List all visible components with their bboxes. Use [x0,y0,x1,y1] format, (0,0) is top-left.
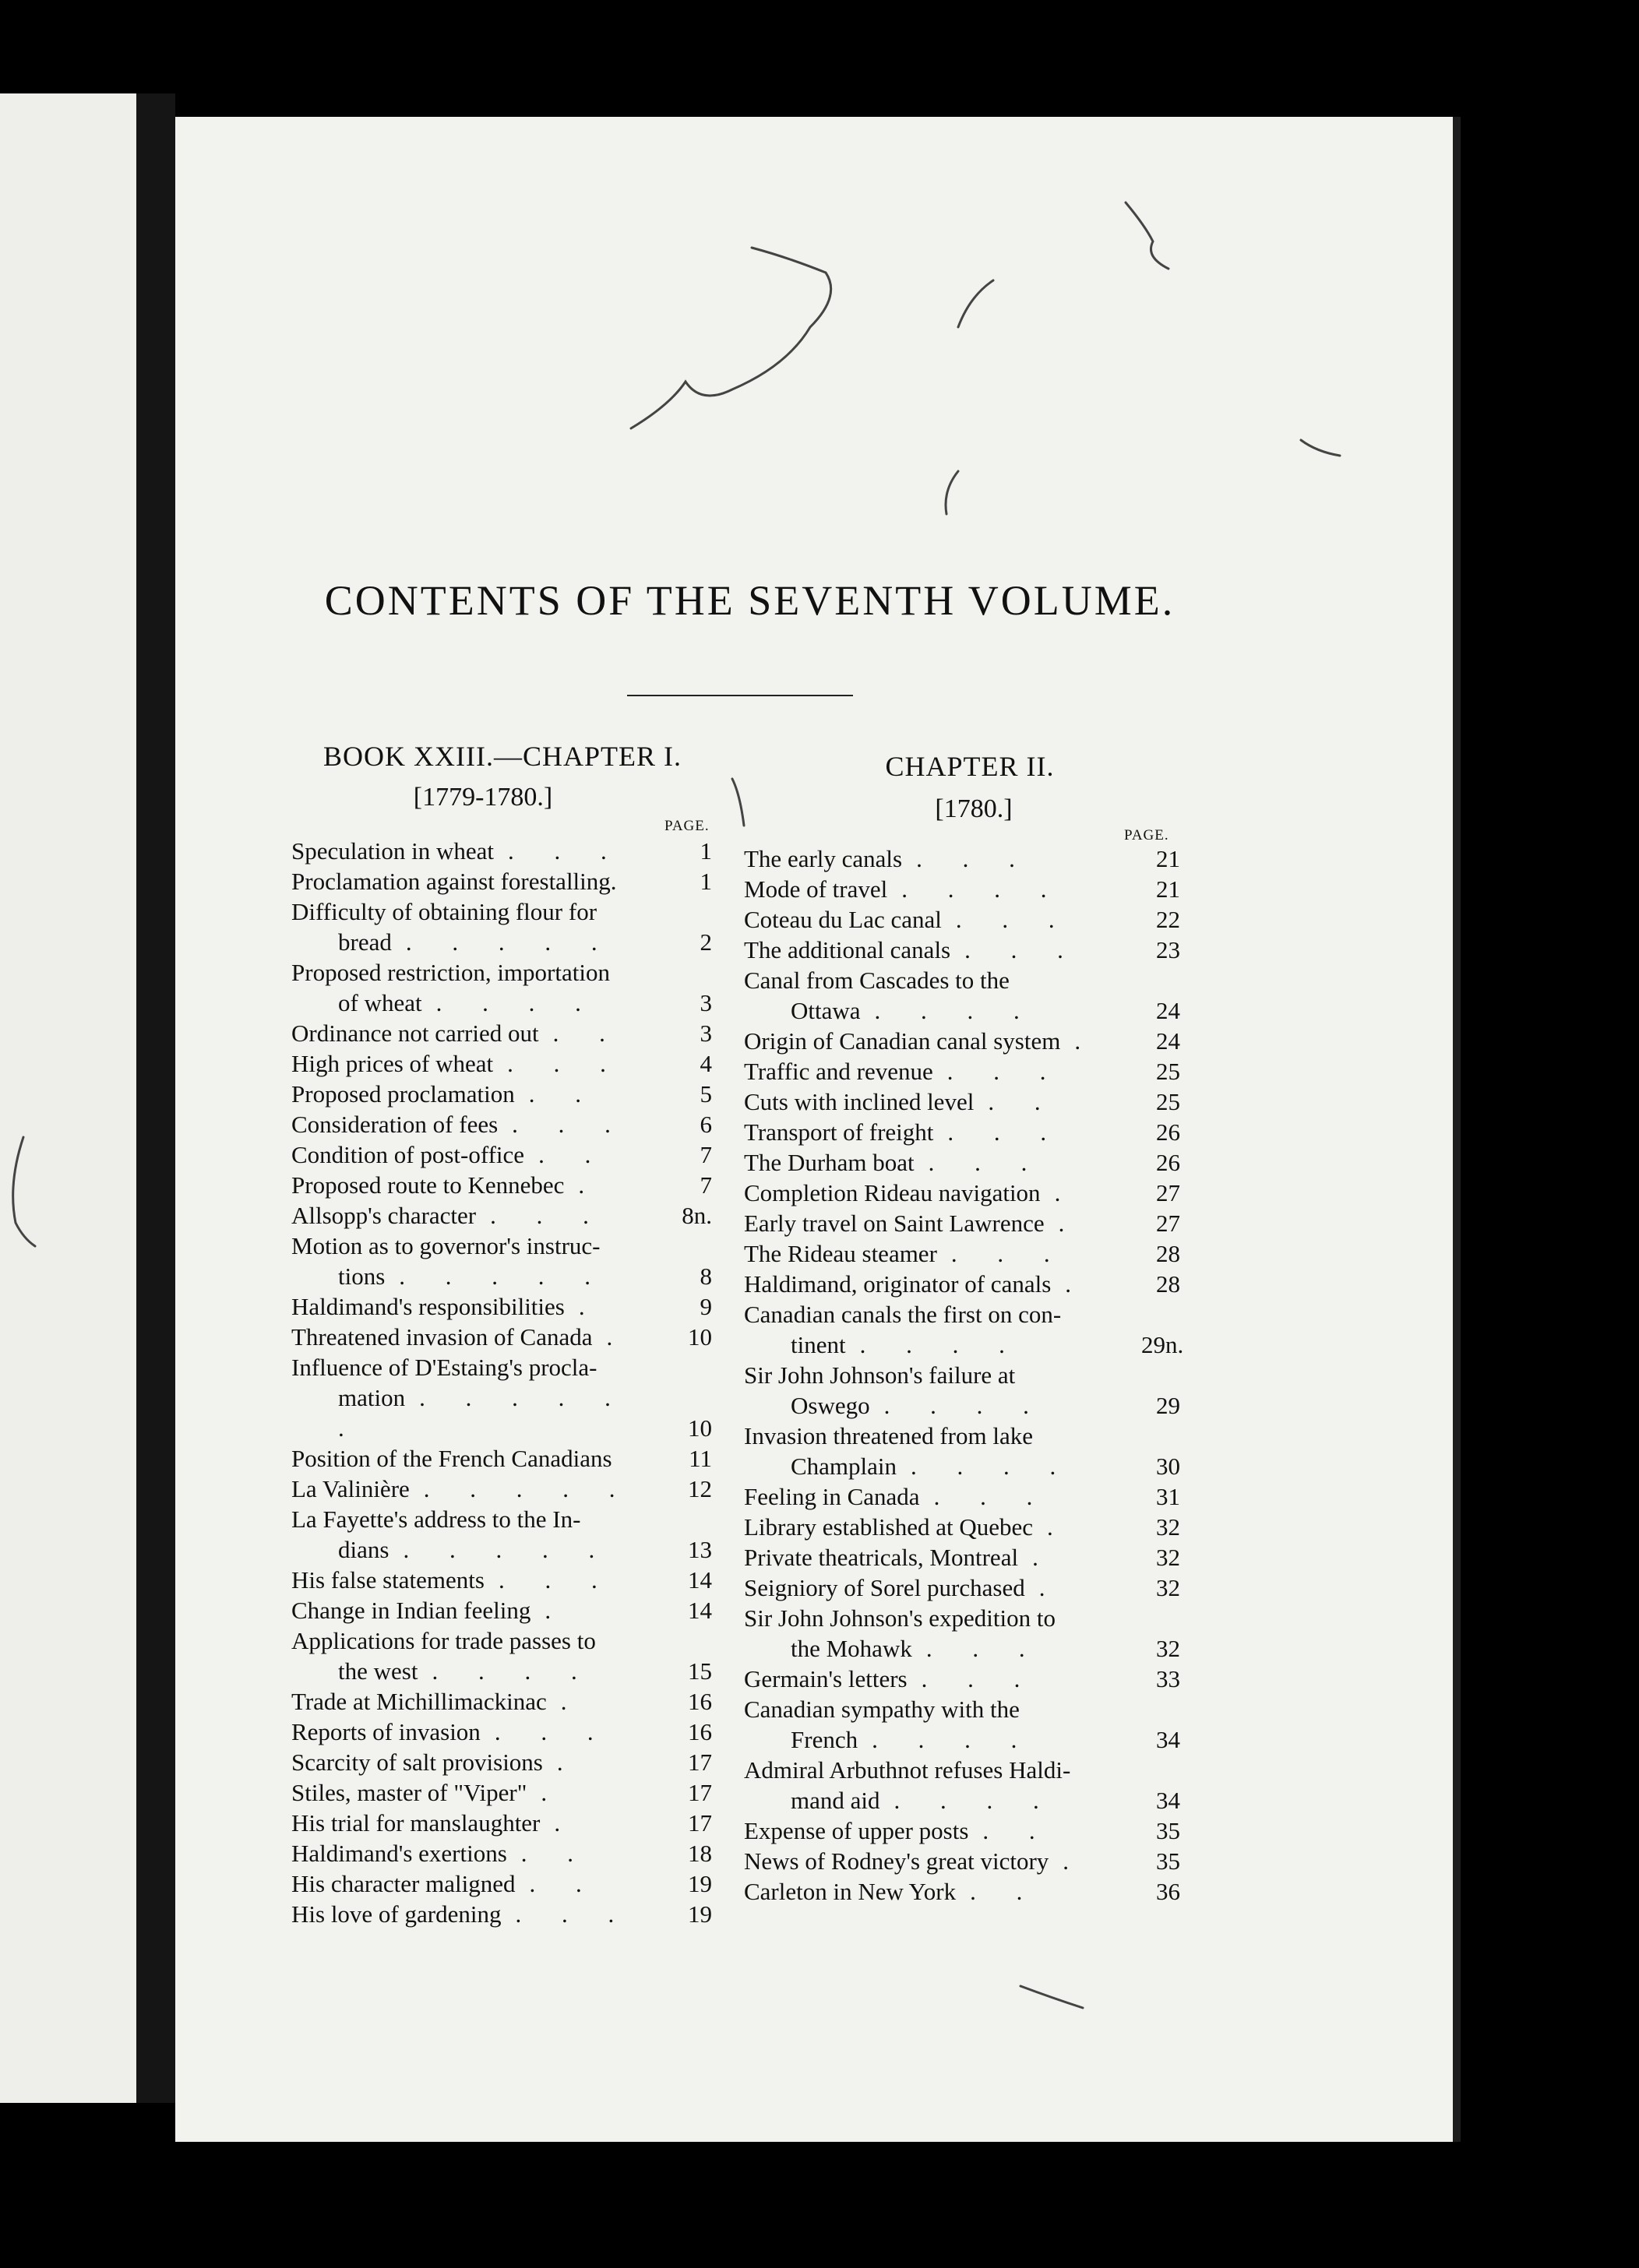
toc-entry [744,1815,1180,1846]
leader-dots: . . . . [911,1453,1073,1480]
toc-entry-title: His trial for manslaughter [291,1809,541,1837]
toc-entry [744,1664,1180,1694]
toc-page-number: 17 [688,1749,712,1776]
toc-entry-title: Expense of upper posts [744,1817,969,1844]
toc-page-number: 5 [700,1080,712,1108]
toc-page-number: 26 [1156,1118,1180,1146]
toc-entry-title: Coteau du Lac canal [744,906,942,933]
toc-entry-continuation: the Mohawk [791,1635,912,1662]
toc-entry-title: His love of gardening [291,1900,502,1928]
leader-dots: . . . . . [399,1263,608,1290]
toc-entry [744,1086,1180,1117]
toc-page-number: 28 [1156,1270,1180,1298]
leader-dots: . [578,1293,602,1320]
toc-entry [291,1686,712,1717]
leader-dots: . [1054,1179,1078,1206]
toc-entry-title: Traffic and revenue [744,1058,933,1085]
toc-entry-title: The Durham boat [744,1149,915,1176]
toc-entry [744,1238,1180,1269]
toc-entry [291,1018,712,1048]
leader-dots: . . . [916,845,1032,872]
leader-dots: . [560,1688,584,1715]
toc-page-number: 7 [700,1141,712,1168]
leader-dots: . . . [928,1149,1045,1176]
toc-entry-title: The Rideau steamer [744,1240,937,1267]
toc-entry-title: The early canals [744,845,903,872]
toc-page-number: 3 [700,1020,712,1047]
toc-entry-title: Applications for trade passes to [291,1627,596,1654]
fiber-mark-7 [1020,1986,1083,2008]
toc-entry [744,1178,1180,1208]
leader-dots: . [1047,1513,1070,1541]
toc-entry-title: Feeling in Canada [744,1483,920,1510]
toc-page-number: 19 [688,1870,712,1897]
toc-entry-continuation: mation [338,1384,406,1411]
leader-dots: . . . [964,936,1080,963]
toc-page-number: 24 [1156,1027,1180,1055]
toc-entry [291,1565,712,1595]
fiber-mark-1 [631,248,831,428]
toc-entry-title: Scarcity of salt provisions [291,1749,543,1776]
toc-entry-title: Germain's letters [744,1665,908,1692]
fiber-mark-6 [732,779,744,826]
toc-entry-title: Trade at Michillimackinac [291,1688,547,1715]
toc-page-number: 18 [688,1840,712,1867]
leader-dots: . [1074,1027,1098,1055]
toc-entry [291,1777,712,1808]
toc-entry [291,1717,712,1747]
toc-entry-title: Library established at Quebec [744,1513,1033,1541]
leader-dots: . . . [921,1665,1038,1692]
leader-dots: . . . [947,1118,1064,1146]
toc-entry-continuation: tinent [791,1331,846,1358]
toc-page-number: 24 [1156,997,1180,1024]
toc-page-number: 3 [700,989,712,1016]
toc-page-number: 16 [688,1718,712,1745]
toc-page-number: 21 [1156,845,1180,872]
left-chapter-dates: [1779-1780.] [413,783,553,812]
leader-dots: . . [988,1088,1058,1115]
leader-dots: . . . . . [403,1536,612,1563]
toc-page-number: 33 [1156,1665,1180,1692]
toc-page-number: 8n. [682,1202,712,1229]
toc-entry-title: Origin of Canadian canal system [744,1027,1061,1055]
toc-entry-title: Haldimand, originator of canals [744,1270,1052,1298]
toc-entry-title: La Fayette's address to the In- [291,1506,581,1533]
leader-dots: . . [970,1878,1040,1905]
toc-entry [291,1352,712,1443]
leader-dots: . . . . . [423,1475,633,1502]
toc-entry [291,1322,712,1352]
toc-entry-title: Position of the French Canadians [291,1445,612,1472]
toc-page-number: 25 [1156,1088,1180,1115]
toc-page-number: 19 [688,1900,712,1928]
toc-entry-continuation: of wheat [338,989,422,1016]
toc-page-number: 36 [1156,1878,1180,1905]
toc-entry-title: Canal from Cascades to the [744,967,1010,994]
toc-entry-title: Consideration of fees [291,1111,499,1138]
toc-entry [291,1200,712,1231]
toc-page-number: 13 [688,1536,712,1563]
toc-entry [744,1360,1180,1421]
right-toc [744,843,1184,1907]
toc-page-number: 32 [1156,1544,1180,1571]
toc-entry-continuation: Oswego [791,1392,870,1419]
toc-entry [291,1079,712,1109]
leader-dots: . . [528,1080,598,1108]
toc-entry-title: Completion Rideau navigation [744,1179,1041,1206]
toc-page-number: 29 [1156,1392,1180,1419]
leader-dots: . . . . [872,1726,1035,1753]
toc-page-number: 32 [1156,1513,1180,1541]
toc-entry [744,1208,1180,1238]
toc-page-number: 1 [700,868,712,895]
leader-dots: . . [520,1840,591,1867]
toc-entry [744,1117,1180,1147]
toc-page-number: 10 [688,1323,712,1351]
fiber-mark-4 [946,471,958,514]
leader-dots: . [541,1779,565,1806]
toc-entry-title: Reports of invasion [291,1718,481,1745]
toc-entry [291,1625,712,1686]
leader-dots: . . . . [901,875,1064,903]
toc-entry [744,1876,1180,1907]
toc-entry-title: Stiles, master of "Viper" [291,1779,527,1806]
toc-entry-title: Condition of post-office [291,1141,525,1168]
toc-entry-title: Haldimand's exertions [291,1840,507,1867]
toc-entry-title: Invasion threatened from lake [744,1422,1033,1449]
toc-entry [744,1056,1180,1086]
page-title: CONTENTS OF THE SEVENTH VOLUME. [324,577,1175,624]
leader-dots: . [554,1809,578,1837]
toc-page-number: 26 [1156,1149,1180,1176]
toc-page-number: 31 [1156,1483,1180,1510]
toc-page-number: 35 [1156,1817,1180,1844]
toc-page-number: 12 [688,1475,712,1502]
title-rule [627,695,853,696]
toc-page-number: 16 [688,1688,712,1715]
toc-entry [291,1048,712,1079]
toc-entry-title: Proposed restriction, importation [291,959,610,986]
leader-dots: . . . . [874,997,1037,1024]
toc-entry [291,1838,712,1868]
toc-entry-title: Canadian canals the first on con- [744,1301,1062,1328]
leader-dots: . . . . [435,989,598,1016]
toc-entry [744,935,1180,965]
toc-entry [744,843,1180,874]
leader-dots: . . . . [883,1392,1046,1419]
toc-page-number: 14 [688,1566,712,1594]
leader-dots: . [545,1597,569,1624]
leader-dots: . . . . [894,1787,1056,1814]
toc-entry-title: Sir John Johnson's expedition to [744,1604,1056,1632]
toc-page-number: 1 [700,837,712,865]
toc-entry-title: Sir John Johnson's failure at [744,1361,1016,1389]
leader-dots: . . . [946,1058,1063,1085]
toc-entry [744,1269,1180,1299]
leader-dots: . [1065,1270,1089,1298]
toc-page-number: 2 [700,928,712,956]
toc-entry [744,1694,1180,1755]
toc-entry [291,1899,712,1929]
toc-entry-continuation: Champlain [791,1453,897,1480]
toc-entry [744,904,1180,935]
toc-entry [291,1474,712,1504]
toc-entry-title: High prices of wheat [291,1050,494,1077]
fiber-mark-5 [1301,440,1340,456]
toc-entry-title: Carleton in New York [744,1878,957,1905]
leader-dots: . . [529,1870,599,1897]
toc-entry-title: Proclamation against forestalling. [291,868,617,895]
right-chapter-dates: [1780.] [935,794,1013,823]
toc-entry-title: His false statements [291,1566,485,1594]
toc-entry-title: News of Rodney's great victory [744,1847,1049,1875]
leader-dots: . . [538,1141,608,1168]
toc-page-number: 17 [688,1779,712,1806]
toc-page-number: 25 [1156,1058,1180,1085]
toc-entry-title: Proposed proclamation [291,1080,515,1108]
toc-entry [744,1481,1180,1512]
toc-entry [744,1755,1180,1815]
leader-dots: . . . [933,1483,1050,1510]
toc-entry-title: Haldimand's responsibilities [291,1293,565,1320]
toc-entry-continuation: the west [338,1657,418,1685]
toc-entry [291,1443,712,1474]
leader-dots: . . . . . [405,928,615,956]
fiber-mark-2 [958,280,993,327]
leader-dots: . . . . [432,1657,594,1685]
leader-dots: . . . [925,1635,1042,1662]
leader-dots: . . . [498,1566,615,1594]
toc-page-number: 14 [688,1597,712,1624]
toc-entry-title: Mode of travel [744,875,888,903]
toc-entry-continuation: mand aid [791,1787,880,1814]
toc-entry [744,1542,1180,1572]
toc-page-number: 32 [1156,1574,1180,1601]
leader-dots: . . . . [859,1331,1022,1358]
toc-page-number: 4 [700,1050,712,1077]
leader-dots: . . . [955,906,1072,933]
toc-entry-continuation: Ottawa [791,997,861,1024]
toc-page-number: 17 [688,1809,712,1837]
toc-entry [291,1170,712,1200]
toc-entry-title: Private theatricals, Montreal [744,1544,1019,1571]
leader-dots: . . . [515,1900,632,1928]
toc-page-number: 23 [1156,936,1180,963]
leader-dots: . [1063,1847,1087,1875]
toc-entry-continuation: dians [338,1536,389,1563]
toc-entry [291,1595,712,1625]
leader-dots: . . . [494,1718,611,1745]
toc-entry-title: Canadian sympathy with the [744,1696,1020,1723]
fiber-mark-8 [13,1137,35,1246]
right-page-label: PAGE. [1124,827,1169,843]
toc-entry-continuation: French [791,1726,858,1753]
toc-page-number: 27 [1156,1179,1180,1206]
toc-page-number: 29n. [1141,1331,1184,1358]
leader-dots: . . . [950,1240,1067,1267]
toc-entry-continuation: tions [338,1263,386,1290]
leader-dots: . [1032,1544,1056,1571]
toc-entry-title: Transport of freight [744,1118,934,1146]
toc-entry-title: Allsopp's character [291,1202,477,1229]
toc-entry [291,1808,712,1838]
toc-page-number: 10 [688,1414,712,1442]
toc-page-number: 35 [1156,1847,1180,1875]
toc-page-number: 8 [700,1263,712,1290]
toc-page-number: 27 [1156,1210,1180,1237]
toc-entry [291,896,712,957]
toc-entry [291,1139,712,1170]
toc-entry [744,1147,1180,1178]
toc-entry-continuation: bread [338,928,392,956]
left-toc [291,836,712,1929]
toc-entry-title: La Valinière [291,1475,410,1502]
toc-entry [744,1026,1180,1056]
leader-dots: . . . [507,1050,623,1077]
leader-dots: . . . . . . [338,1384,628,1442]
toc-entry [291,1231,712,1291]
toc-entry [291,1747,712,1777]
toc-entry [291,1504,712,1565]
toc-entry-title: Cuts with inclined level [744,1088,975,1115]
toc-entry-title: Influence of D'Estaing's procla- [291,1354,597,1381]
left-page-label: PAGE. [664,818,710,834]
fiber-mark-3 [1126,202,1168,269]
toc-page-number: 6 [700,1111,712,1138]
toc-entry [291,1109,712,1139]
toc-entry [291,1868,712,1899]
toc-page-number: 11 [689,1445,712,1472]
toc-entry [744,1299,1184,1360]
toc-entry-title: Speculation in wheat [291,837,494,865]
toc-page-number: 28 [1156,1240,1180,1267]
leader-dots: . . . [508,837,624,865]
toc-page-number: 32 [1156,1635,1180,1662]
toc-entry [291,1291,712,1322]
toc-page-number: 34 [1156,1726,1180,1753]
toc-page-number: 9 [700,1293,712,1320]
toc-entry [744,1846,1180,1876]
toc-entry-title: Motion as to governor's instruc- [291,1232,601,1259]
toc-entry [744,1512,1180,1542]
toc-page-number: 7 [700,1171,712,1199]
toc-entry [744,1572,1180,1603]
toc-page-number: 21 [1156,875,1180,903]
toc-entry-title: Ordinance not carried out [291,1020,539,1047]
toc-entry [291,836,712,866]
toc-entry-title: Threatened invasion of Canada [291,1323,593,1351]
toc-entry-title: The additional canals [744,936,951,963]
toc-entry [744,1421,1180,1481]
toc-page-number: 30 [1156,1453,1180,1480]
leader-dots: . [1058,1210,1082,1237]
toc-entry [744,965,1180,1026]
toc-entry-title: Proposed route to Kennebec [291,1171,565,1199]
leader-dots: . . . [490,1202,606,1229]
leader-dots: . [1038,1574,1063,1601]
leader-dots: . . . [512,1111,628,1138]
toc-entry-title: Early travel on Saint Lawrence [744,1210,1045,1237]
toc-entry [291,866,712,896]
leader-dots: . [578,1171,602,1199]
toc-entry-title: Seigniory of Sorel purchased [744,1574,1025,1601]
toc-entry [744,1603,1180,1664]
leader-dots: . . [982,1817,1052,1844]
right-chapter-heading: CHAPTER II. [885,751,1055,782]
toc-entry [291,957,712,1018]
leader-dots: . [556,1749,580,1776]
toc-entry-title: Admiral Arbuthnot refuses Haldi- [744,1756,1071,1784]
leader-dots: . [606,1323,630,1351]
toc-entry-title: His character maligned [291,1870,516,1897]
toc-page-number: 34 [1156,1787,1180,1814]
left-chapter-heading: BOOK XXIII.—CHAPTER I. [323,741,682,772]
toc-entry-title: Change in Indian feeling [291,1597,531,1624]
toc-entry [744,874,1180,904]
toc-entry-title: Difficulty of obtaining flour for [291,898,597,925]
toc-page-number: 15 [688,1657,712,1685]
toc-page-number: 22 [1156,906,1180,933]
leader-dots: . . [552,1020,622,1047]
